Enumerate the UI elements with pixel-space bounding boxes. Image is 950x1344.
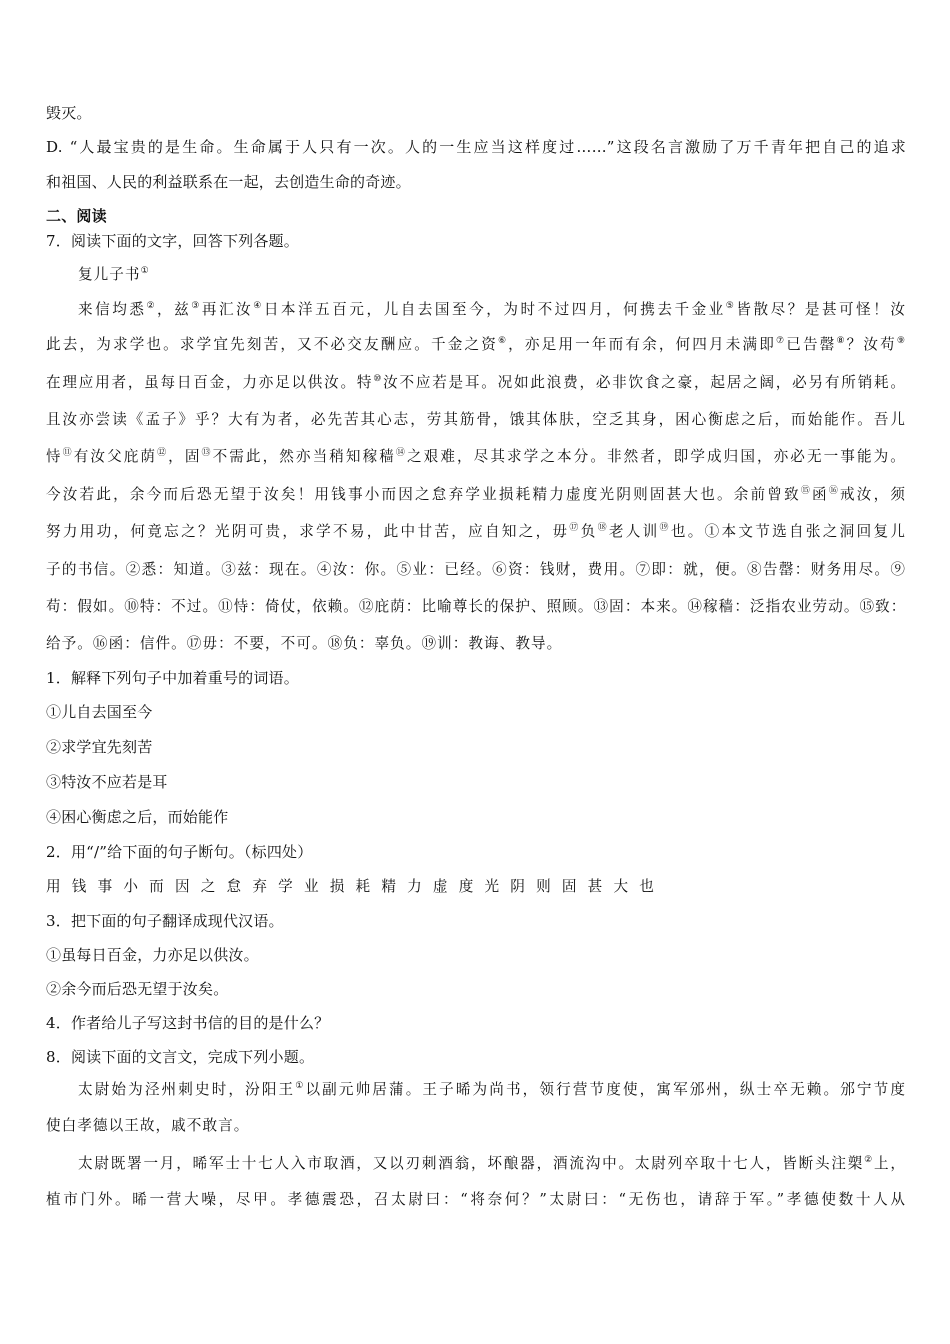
- footnote-marker: ④: [253, 301, 264, 311]
- passage-text: 太尉始为泾州刺史时，汾阳王: [78, 1081, 296, 1098]
- passage-text: 给予。⑯函：信件。⑰毋：不要，不可。⑱负：辜负。⑲训：教诲、教导。: [46, 635, 563, 652]
- footnote-marker: ⑫: [157, 448, 169, 458]
- prev-question-tail: 毁灭。: [46, 104, 92, 122]
- footnote-marker: ⑨: [896, 336, 906, 346]
- q7-sub1-item: ②求学宜先刻苦: [46, 738, 153, 756]
- passage-line: [78, 1154, 906, 1174]
- passage-text: 老人训: [608, 523, 660, 540]
- passage-line: [46, 1116, 249, 1136]
- passage-text: 恃: [46, 448, 63, 465]
- passage-line: [78, 1080, 906, 1100]
- passage-text: 戒汝，须: [840, 486, 906, 503]
- passage-text: 不需此，然亦当稍知稼穑: [212, 448, 396, 465]
- option-d-line-2: 和祖国、人民的利益联系在一起，去创造生命的奇迹。: [46, 173, 411, 191]
- passage-text: 此去，为求学也。求学宜先刻苦，又不必交友酬应。千金之资: [46, 336, 498, 353]
- passage-line: [46, 1190, 906, 1210]
- footnote-marker: ②: [146, 301, 158, 311]
- passage-text: ，固: [168, 448, 202, 465]
- q7-sub1-item: ④困心衡虑之后，而始能作: [46, 808, 229, 826]
- passage-text: 太尉既署一月，晞军士十七人入市取酒，又以刃刺酒翁，坏酿器，酒流沟中。太尉列卒取十七人，皆断头注槊: [78, 1155, 865, 1172]
- footnote-marker: ⑭: [395, 448, 407, 458]
- passage-line: [46, 597, 906, 617]
- q7-sub1-prompt: 1．解释下列句子中加着重号的词语。: [46, 669, 299, 687]
- q8-prompt: 8．阅读下面的文言文，完成下列小题。: [46, 1048, 315, 1066]
- passage-text: 之艰难，尽其求学之本分。非然者，即学成归国，亦必无一事能为。: [407, 448, 906, 465]
- passage-text: 有汝父庇荫: [73, 448, 158, 465]
- passage-text: 植市门外。晞一营大噪，尽甲。孝德震恐，召太尉曰：“将奈何？”太尉曰：“无伤也，请辞于军。”孝德使数十人从: [46, 1191, 906, 1208]
- footnote-marker: ⑬: [201, 448, 213, 458]
- passage-title-text: 复儿子书: [78, 266, 141, 283]
- q7-sub3-item: ②余今而后恐无望于汝矣。: [46, 980, 229, 998]
- passage-title: [78, 265, 150, 285]
- passage-text: 汝不应若是耳。况如此浪费，必非饮食之豪，起居之阔，必另有所销耗。: [383, 374, 906, 391]
- footnote-marker: ③: [191, 301, 202, 311]
- passage-line: [46, 485, 906, 505]
- passage-text: 皆散尽？是甚可怪！汝: [736, 301, 907, 318]
- passage-text: 今汝若此，余今而后恐无望于汝矣！用钱事小而因之怠弃学业损耗精力虚度光阴则固甚大也。余前曾致: [46, 486, 801, 503]
- footnote-marker: ②: [864, 1155, 874, 1165]
- q7-sub3-item: ①虽每日百金，力亦足以供汝。: [46, 946, 259, 964]
- q7-sub1-item: ①儿自去国至今: [46, 703, 153, 721]
- footnote-marker: ⑧: [836, 336, 847, 346]
- passage-line: [46, 560, 906, 580]
- q7-sub2-prompt: 2．用“/”给下面的句子断句。（标四处）: [46, 843, 313, 861]
- passage-text: 且汝亦尝读《孟子》乎？大有为者，必先苦其心志，劳其筋骨，饿其体肤，空乏其身，困心衡虑之后，而始能作。吾儿: [46, 411, 906, 428]
- passage-text: 日本洋五百元，儿自去国至今，为时不过四月，何携去千金业: [263, 301, 726, 318]
- footnote-marker: ⑱: [597, 523, 609, 533]
- passage-text: ？汝苟: [846, 336, 897, 353]
- passage-text: 再汇汝: [201, 301, 254, 318]
- option-d-line-1: D. “人最宝贵的是生命。生命属于人只有一次。人的一生应当这样度过……”这段名言激励了万千青年把自己的追求: [46, 138, 906, 156]
- passage-text: 努力用功，何竟忘之？光阴可贵，求学不易，此中甘苦，应自知之，毋: [46, 523, 570, 540]
- footnote-marker: ⑯: [828, 486, 841, 496]
- footnote-marker: ⑩: [373, 374, 384, 384]
- passage-line: [46, 335, 906, 355]
- footnote-marker: ⑲: [659, 523, 671, 533]
- passage-text: 子的书信。②悉：知道。③兹：现在。④汝：你。⑤业：已经。⑥资：钱财，费用。⑦即：就，便。⑧告罄：财务用尽。⑨: [46, 561, 906, 578]
- q7-sub2-sentence: 用钱事小而因之怠弃学业损耗精力虚度光阴则固甚大也: [46, 878, 666, 895]
- passage-text: 也。①本文节选自张之洞回复儿: [670, 523, 906, 540]
- passage-text: 使白孝德以王故，戚不敢言。: [46, 1117, 250, 1134]
- q7-sub1-item: ③特汝不应若是耳: [46, 773, 168, 791]
- footnote-marker: ⑪: [62, 448, 74, 458]
- passage-text: 上，: [873, 1155, 906, 1172]
- footnote-marker: ⑦: [776, 336, 787, 346]
- passage-text: 在理应用者，虽每日百金，力亦足以供汝。特: [46, 374, 374, 391]
- footnote-marker: ①: [295, 1081, 306, 1091]
- q7-sub4-prompt: 4．作者给儿子写这封书信的目的是什么？: [46, 1014, 330, 1032]
- passage-text: ，兹: [157, 301, 192, 318]
- passage-text: 负: [580, 523, 598, 540]
- footnote-marker: ⑰: [569, 523, 581, 533]
- q7-prompt: 7．阅读下面的文字，回答下列各题。: [46, 232, 299, 250]
- section-heading: 二、阅读: [46, 207, 107, 225]
- passage-line: [46, 522, 906, 542]
- passage-line: [46, 410, 906, 430]
- passage-line: [46, 634, 562, 654]
- passage-line: [46, 373, 906, 393]
- passage-text: 苟：假如。⑩特：不过。⑪恃：倚仗，依赖。⑫庇荫：比喻尊长的保护、照顾。⑬固：本来。⑭稼穑：泛指农业劳动。⑮致：: [46, 598, 907, 615]
- passage-line: [46, 447, 906, 467]
- passage-text: 来信均悉: [78, 301, 147, 318]
- passage-line: [78, 300, 906, 320]
- passage-text: 以副元帅居蒲。王子晞为尚书，领行营节度使，寓军邠州，纵士卒无赖。邠宁节度: [305, 1081, 906, 1098]
- passage-text: 函: [812, 486, 829, 503]
- footnote-marker: ⑮: [800, 486, 813, 496]
- footnote-marker: ①: [140, 266, 150, 276]
- footnote-marker: ⑤: [725, 301, 737, 311]
- passage-text: ，亦足用一年而有余，何四月未满即: [508, 336, 776, 353]
- footnote-marker: ⑥: [497, 336, 509, 346]
- q7-sub3-prompt: 3．把下面的句子翻译成现代汉语。: [46, 912, 284, 930]
- passage-text: 已告罄: [786, 336, 837, 353]
